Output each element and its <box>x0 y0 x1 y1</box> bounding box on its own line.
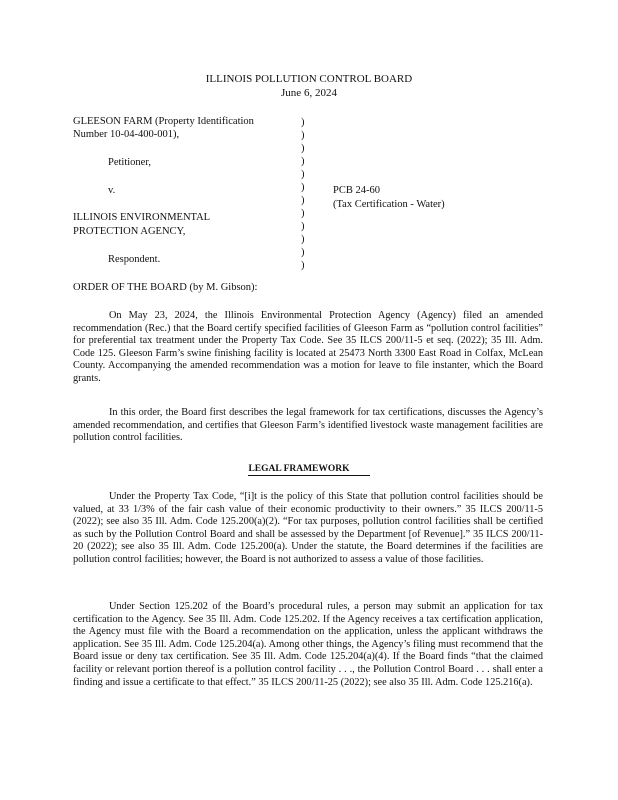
paragraph-3: Under the Property Tax Code, “[i]t is the policy of this State that pollution control facilities should be valued, at 33 1/3% of the fair cash value of their economic productivity to their owners.” 35 ILCS 200/11-5 (2022); see also 35 Ill. Adm. Code 125.200(a)(2). “For tax purposes, pollution control facilities shall be certified as such by the Pollution Control Board and shall be assessed by the Department [of Revenue].” 35 ILCS 200/11-20 (2022); see also 35 Ill. Adm. Code 125.200(a). Under the statute, the Board determines if the facilities are pollution control facilities; however, the Board is not authorized to assess a value of those facilities. <box>73 491 543 565</box>
petitioner-name-line2: Number 10-04-400-001), <box>73 129 180 140</box>
respondent-role: Respondent. <box>108 254 161 265</box>
respondent-name-line2: PROTECTION AGENCY, <box>73 226 186 237</box>
petitioner-name-line1: GLEESON FARM (Property Identification <box>73 116 254 127</box>
case-type: (Tax Certification - Water) <box>333 199 445 210</box>
order-line: ORDER OF THE BOARD (by M. Gibson): <box>73 282 258 293</box>
agency-title: ILLINOIS POLLUTION CONTROL BOARD <box>205 73 413 85</box>
order-date: June 6, 2024 <box>281 87 337 99</box>
legal-framework-heading: LEGAL FRAMEWORK <box>0 464 618 474</box>
paragraph-2: In this order, the Board first describes the legal framework for tax certifications, discusses the Agency’s amended recommendation, and certifies that Gleeson Farm’s identified livestock waste management facilities are pollution control facilities. <box>73 407 543 444</box>
case-number: PCB 24-60 <box>333 185 380 196</box>
petitioner-role: Petitioner, <box>108 157 152 168</box>
respondent-name-line1: ILLINOIS ENVIRONMENTAL <box>73 212 211 223</box>
caption-parentheses: ) ) ) ) ) ) ) ) ) ) ) ) <box>301 117 305 271</box>
versus-label: v. <box>108 185 116 196</box>
paragraph-1: On May 23, 2024, the Illinois Environmental Protection Agency (Agency) filed an amended recommendation (Rec.) that the Board certify specified facilities of Gleeson Farm as “pollution control facilities” for preferential tax treatment under the Property Tax Code. See 35 ILCS 200/11-5 et seq. (2022); 35 Ill. Adm. Code 125. Gleeson Farm’s swine finishing facility is located at 25473 North 3300 East Road in Colfax, McLean County. Accompanying the amended recommendation was a motion for leave to file instanter, which the Board grants. <box>73 310 543 384</box>
paragraph-4: Under Section 125.202 of the Board’s procedural rules, a person may submit an application for tax certification to the Agency. See 35 Ill. Adm. Code 125.202. If the Agency receives a tax certification application, the Agency must file with the Board a recommendation on the application, unless the applicant withdraws the application. See 35 Ill. Adm. Code 125.204(a). Among other things, the Agency’s filing must recommend that the Board issue or deny tax certification. See 35 Ill. Adm. Code 125.204(a)(4). If the Board finds “that the claimed facility or relevant portion thereof is a pollution control facility . . ., the Pollution Control Board . . . shall enter a finding and issue a certificate to that effect.” 35 ILCS 200/11-25 (2022); see also 35 Ill. Adm. Code 125.216(a). <box>73 601 543 688</box>
